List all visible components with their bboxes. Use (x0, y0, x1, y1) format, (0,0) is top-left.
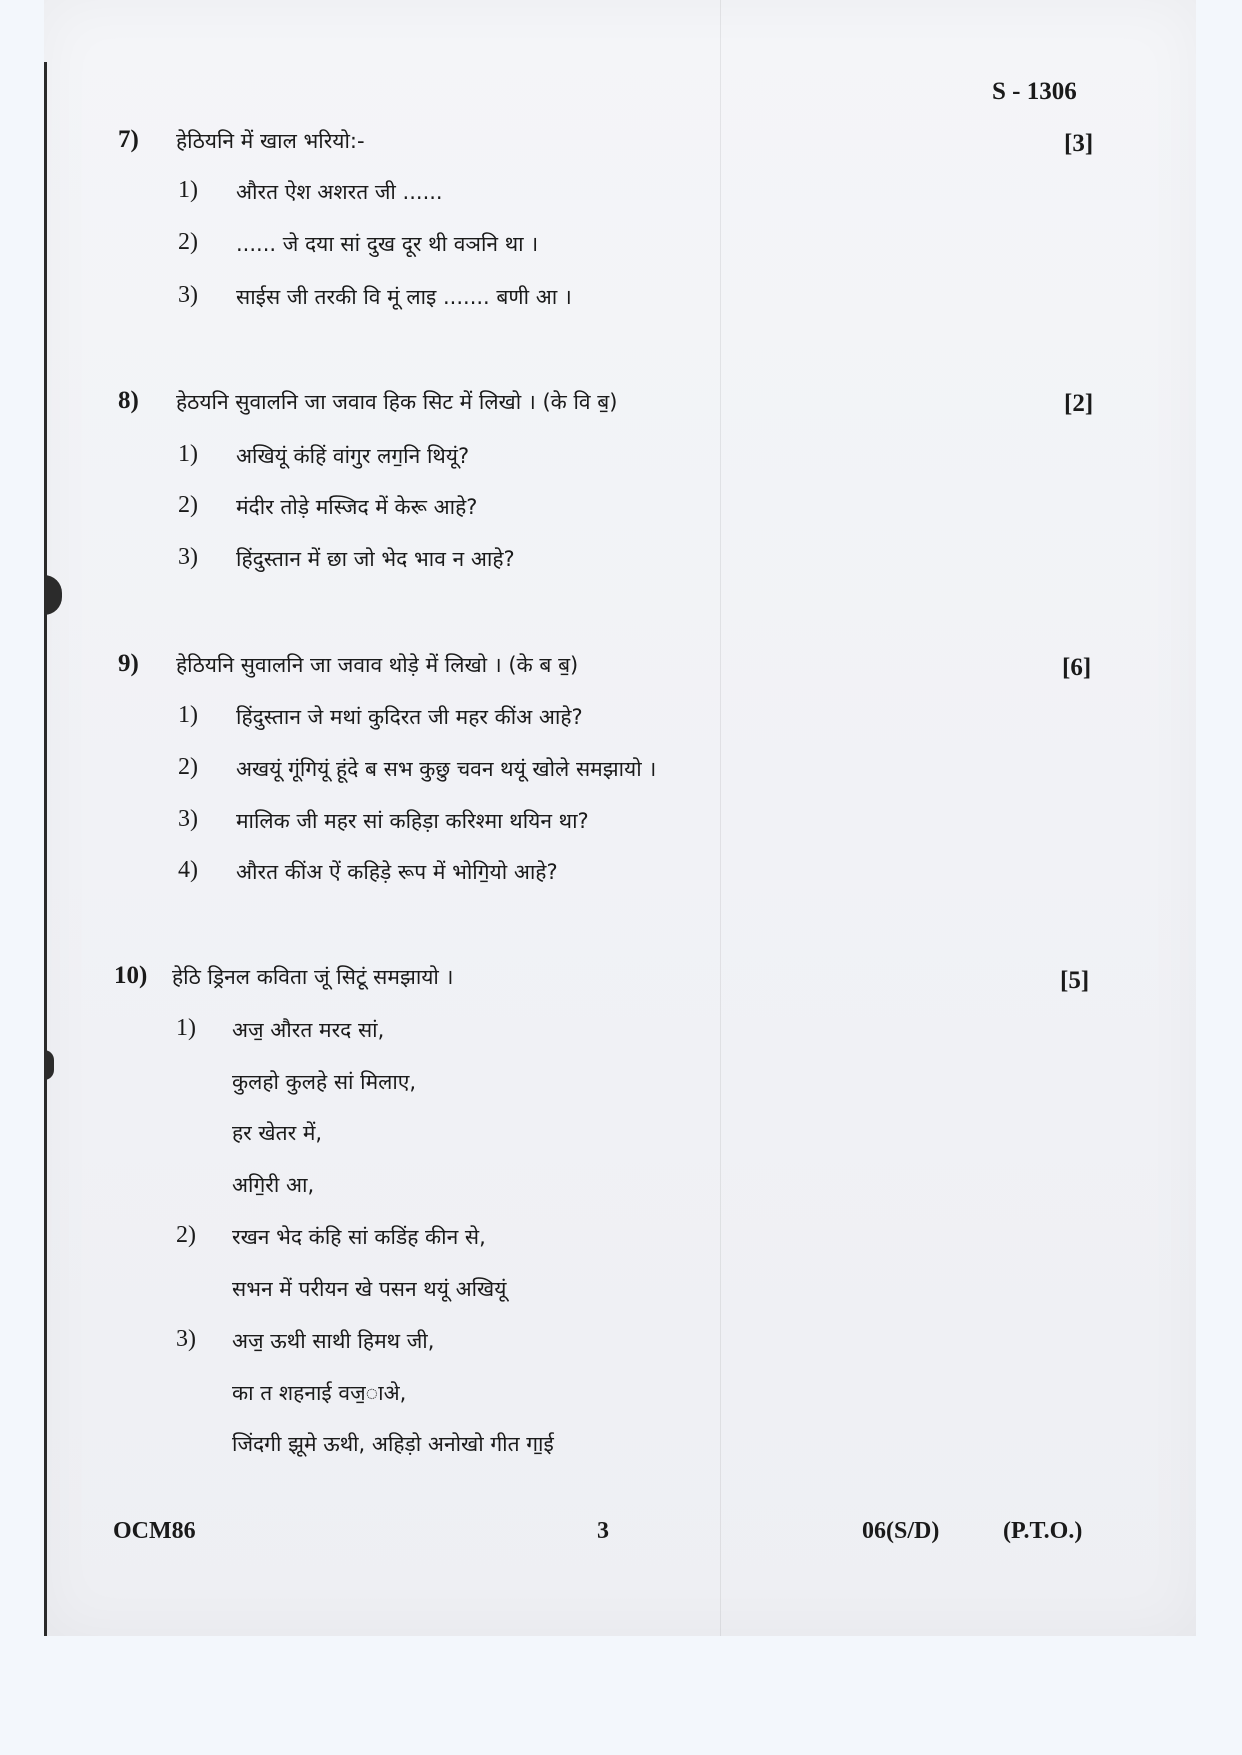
q7-item-3-number: 3) (178, 282, 198, 308)
q8-item-3-text: हिंदुस्तान में छा जो भेद भाव न आहे? (236, 547, 515, 571)
q8-item-1-text: अखियूं कंहिं वांगुर लग॒नि थियूं? (236, 444, 470, 468)
page-edge-shadow (44, 62, 47, 1636)
question-9-marks: [6] (1062, 654, 1092, 681)
q7-item-3-text: साईस जी तरकी वि मूं लाइ ....... बणी आ । (236, 285, 572, 309)
q10-item-3-line-2: का त शहनाई वज॒ाअे, (232, 1381, 407, 1405)
exam-page (44, 0, 1196, 1636)
q10-item-2-line-1: रखन भेद कंहि सां कडिंह कीन से, (232, 1225, 486, 1249)
question-7-number: 7) (118, 126, 139, 153)
page-number: 3 (597, 1518, 609, 1544)
question-9-number: 9) (118, 650, 139, 677)
q8-item-1-number: 1) (178, 441, 198, 467)
q7-item-1-number: 1) (178, 177, 198, 203)
question-8-marks: [2] (1064, 390, 1094, 417)
q8-item-2-number: 2) (178, 492, 198, 518)
question-9-text: हेठियनि सुवालनि जा जवाव थोड़े में लिखो । (के ब ब॒) (176, 653, 579, 677)
q9-item-4-text: औरत कींअ ऐं कहिड़े रूप में भोगि॒यो आहे? (236, 860, 558, 884)
q8-item-2-text: मंदीर तोड़े मस्जिद में केरू आहे? (236, 495, 478, 519)
q9-item-3-text: मालिक जी महर सां कहिड़ा करिश्मा थयिन था? (236, 809, 589, 833)
paper-code: S - 1306 (992, 78, 1077, 105)
q7-item-2-number: 2) (178, 229, 198, 255)
footer-series: 06(S/D) (862, 1518, 940, 1544)
q10-item-3-line-1: अज॒ ऊथी साथी हिमथ जी, (232, 1329, 435, 1353)
q10-item-1-line-3: हर खेतर में, (232, 1121, 323, 1145)
q10-item-1-line-2: कुलहो कुलहे सां मिलाए, (232, 1070, 417, 1094)
q10-item-3-line-3: जिंदगी झूमे ऊथी, अहिड़ो अनोखो गीत गा॒ई (232, 1432, 554, 1456)
q9-item-2-text: अखयूं गूंगियूं हूंदे ब सभ कुछु चवन थयूं खोले समझायो । (236, 757, 657, 781)
question-8-number: 8) (118, 387, 139, 414)
question-7-marks: [3] (1064, 130, 1094, 157)
question-10-number: 10) (114, 962, 148, 989)
footer-code: OCM86 (113, 1518, 196, 1544)
q9-item-1-number: 1) (178, 702, 198, 728)
q9-item-2-number: 2) (178, 754, 198, 780)
q9-item-1-text: हिंदुस्तान जे मथां कुदिरत जी महर कींअ आहे? (236, 705, 583, 729)
q10-item-1-line-4: अगि॒री आ, (232, 1173, 315, 1197)
q9-item-4-number: 4) (178, 857, 198, 883)
question-8-text: हेठयनि सुवालनि जा जवाव हिक सिट में लिखो । (के वि ब॒) (176, 390, 618, 414)
question-7-text: हेठियनि में खाल भरियो:- (176, 129, 365, 153)
footer-pto: (P.T.O.) (1003, 1518, 1083, 1544)
q10-item-3-number: 3) (176, 1326, 196, 1352)
q8-item-3-number: 3) (178, 544, 198, 570)
question-10-marks: [5] (1060, 967, 1090, 994)
q9-item-3-number: 3) (178, 806, 198, 832)
page-fold-line (720, 0, 721, 1636)
question-10-text: हेठि ड्रिनल कविता जूं सिटूं समझायो । (172, 965, 454, 989)
q10-item-1-number: 1) (176, 1015, 196, 1041)
q7-item-1-text: औरत ऐश अशरत जी ...... (236, 180, 443, 204)
q7-item-2-text: ...... जे दया सां दुख दूर थी वञनि था । (236, 232, 539, 256)
q10-item-2-number: 2) (176, 1222, 196, 1248)
q10-item-2-line-2: सभन में परीयन खे पसन थयूं अखियूं (232, 1277, 507, 1301)
q10-item-1-line-1: अज॒ औरत मरद सां, (232, 1018, 385, 1042)
